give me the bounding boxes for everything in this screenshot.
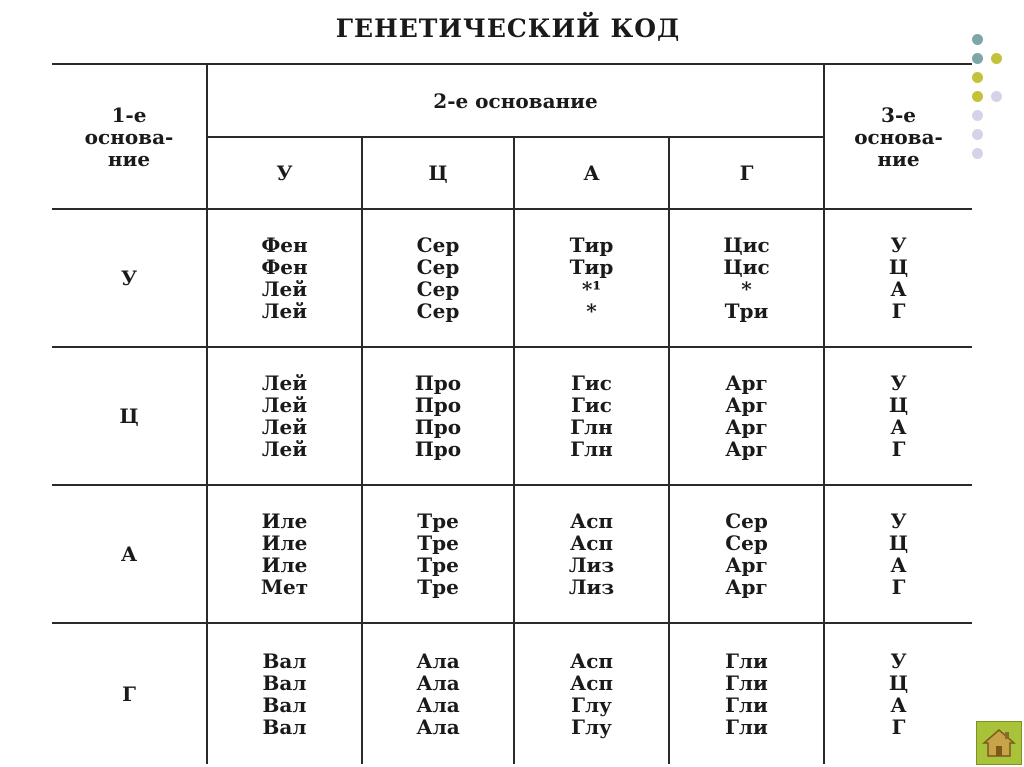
- codon-cell: [362, 623, 514, 764]
- amino-acid: Иле: [261, 509, 308, 533]
- amino-acid: Сер: [416, 233, 460, 257]
- decorative-dot: [991, 53, 1002, 64]
- amino-acid: Асп: [569, 531, 614, 555]
- amino-acid: *¹: [581, 277, 602, 301]
- codon-cell: [669, 623, 824, 764]
- amino-acid: Глу: [571, 715, 612, 739]
- second-base-label: А: [514, 137, 669, 209]
- first-base-label: Г: [52, 623, 207, 764]
- third-base-cell: [824, 623, 972, 764]
- amino-acid: *: [586, 299, 597, 323]
- amino-acid: Гис: [571, 393, 612, 417]
- amino-acid: Арг: [725, 553, 768, 577]
- third-base-label: У: [890, 233, 907, 257]
- amino-acid: Арг: [725, 415, 768, 439]
- third-base-label: У: [890, 649, 907, 673]
- amino-acid: Лей: [261, 299, 308, 323]
- amino-acid: Тре: [417, 575, 459, 599]
- amino-acid: Лиз: [568, 575, 615, 599]
- third-base-label: Ц: [888, 393, 909, 417]
- third-base-label: Ц: [888, 671, 909, 695]
- amino-acid: Ала: [416, 671, 460, 695]
- amino-acid: Сер: [416, 277, 460, 301]
- amino-acid: Гли: [725, 649, 768, 673]
- codon-row: [52, 209, 972, 347]
- amino-acid: Тре: [417, 509, 459, 533]
- codon-cell: [669, 485, 824, 623]
- codon-cell: [669, 209, 824, 347]
- amino-acid: Асп: [569, 671, 614, 695]
- third-base-cell: [824, 347, 972, 485]
- amino-acid: Ала: [416, 715, 460, 739]
- third-base-header: 3-е основа- ние: [824, 64, 972, 209]
- third-base-label: Г: [891, 437, 906, 461]
- first-base-header: 1-е основа- ние: [52, 64, 207, 209]
- amino-acid: Вал: [262, 671, 307, 695]
- codon-cell: [362, 347, 514, 485]
- home-icon: [982, 728, 1016, 758]
- amino-acid: Вал: [262, 649, 307, 673]
- second-base-label: Г: [669, 137, 824, 209]
- third-base-label: Ц: [888, 531, 909, 555]
- decorative-dot: [972, 148, 983, 159]
- decorative-dots: [972, 34, 1012, 164]
- third-base-label: А: [890, 553, 907, 577]
- codon-cell: [669, 347, 824, 485]
- codon-row: [52, 347, 972, 485]
- decorative-dot: [972, 129, 983, 140]
- amino-acid: Глу: [571, 693, 612, 717]
- third-base-cell: [824, 209, 972, 347]
- amino-acid: Фен: [261, 255, 308, 279]
- amino-acid: Лей: [261, 437, 308, 461]
- amino-acid: Лей: [261, 393, 308, 417]
- amino-acid: Вал: [262, 715, 307, 739]
- amino-acid: Ала: [416, 649, 460, 673]
- amino-acid: Сер: [725, 531, 768, 555]
- amino-acid: Иле: [261, 531, 308, 555]
- amino-acid: Гли: [725, 715, 768, 739]
- decorative-dot: [972, 34, 983, 45]
- amino-acid: Тре: [417, 553, 459, 577]
- amino-acid: Лей: [261, 277, 308, 301]
- amino-acid: Иле: [261, 553, 308, 577]
- amino-acid: Цис: [723, 233, 770, 257]
- codon-cell: [514, 347, 669, 485]
- genetic-code-table: [52, 63, 972, 764]
- amino-acid: Лей: [261, 371, 308, 395]
- first-base-label: А: [52, 485, 207, 623]
- home-button[interactable]: [976, 721, 1022, 765]
- header-row-top: [52, 64, 972, 137]
- amino-acid: Лиз: [568, 553, 615, 577]
- amino-acid: Фен: [261, 233, 308, 257]
- third-base-label: А: [890, 693, 907, 717]
- amino-acid: Лей: [261, 415, 308, 439]
- third-base-label: Г: [891, 715, 906, 739]
- amino-acid: Сер: [416, 299, 460, 323]
- page-title: ГЕНЕТИЧЕСКИЙ КОД: [335, 14, 681, 43]
- codon-cell: [207, 623, 362, 764]
- decorative-dot: [972, 91, 983, 102]
- amino-acid: Гис: [571, 371, 612, 395]
- amino-acid: Глн: [570, 415, 613, 439]
- amino-acid: Гли: [725, 671, 768, 695]
- codon-cell: [514, 209, 669, 347]
- amino-acid: Арг: [725, 437, 768, 461]
- codon-row: [52, 485, 972, 623]
- amino-acid: Тир: [569, 255, 614, 279]
- amino-acid: *: [741, 277, 752, 301]
- codon-cell: [514, 485, 669, 623]
- amino-acid: Про: [414, 415, 462, 439]
- third-base-label: А: [890, 277, 907, 301]
- amino-acid: Ала: [416, 693, 460, 717]
- codon-cell: [362, 209, 514, 347]
- amino-acid: Глн: [570, 437, 613, 461]
- amino-acid: Арг: [725, 371, 768, 395]
- first-base-label: Ц: [52, 347, 207, 485]
- codon-cell: [207, 209, 362, 347]
- amino-acid: Про: [414, 437, 462, 461]
- amino-acid: Мет: [260, 575, 309, 599]
- amino-acid: Цис: [723, 255, 770, 279]
- codon-row: [52, 623, 972, 764]
- third-base-label: Ц: [888, 255, 909, 279]
- decorative-dot: [972, 72, 983, 83]
- second-base-label: У: [207, 137, 362, 209]
- codon-cell: [207, 485, 362, 623]
- amino-acid: Арг: [725, 575, 768, 599]
- amino-acid: Асп: [569, 649, 614, 673]
- amino-acid: Тре: [417, 531, 459, 555]
- amino-acid: Асп: [569, 509, 614, 533]
- third-base-label: А: [890, 415, 907, 439]
- codon-cell: [207, 347, 362, 485]
- codon-cell: [514, 623, 669, 764]
- amino-acid: Вал: [262, 693, 307, 717]
- third-base-label: Г: [891, 299, 906, 323]
- third-base-label: У: [890, 509, 907, 533]
- second-base-label: Ц: [362, 137, 514, 209]
- third-base-cell: [824, 485, 972, 623]
- codon-cell: [362, 485, 514, 623]
- amino-acid: Тир: [569, 233, 614, 257]
- third-base-label: У: [890, 371, 907, 395]
- decorative-dot: [972, 110, 983, 121]
- third-base-label: Г: [891, 575, 906, 599]
- amino-acid: Гли: [725, 693, 768, 717]
- decorative-dot: [991, 91, 1002, 102]
- amino-acid: Сер: [725, 509, 768, 533]
- first-base-label: У: [52, 209, 207, 347]
- amino-acid: Про: [414, 393, 462, 417]
- amino-acid: Сер: [416, 255, 460, 279]
- second-base-header: 2-е основание: [207, 64, 824, 137]
- decorative-dot: [972, 53, 983, 64]
- amino-acid: Про: [414, 371, 462, 395]
- amino-acid: Три: [724, 299, 769, 323]
- amino-acid: Арг: [725, 393, 768, 417]
